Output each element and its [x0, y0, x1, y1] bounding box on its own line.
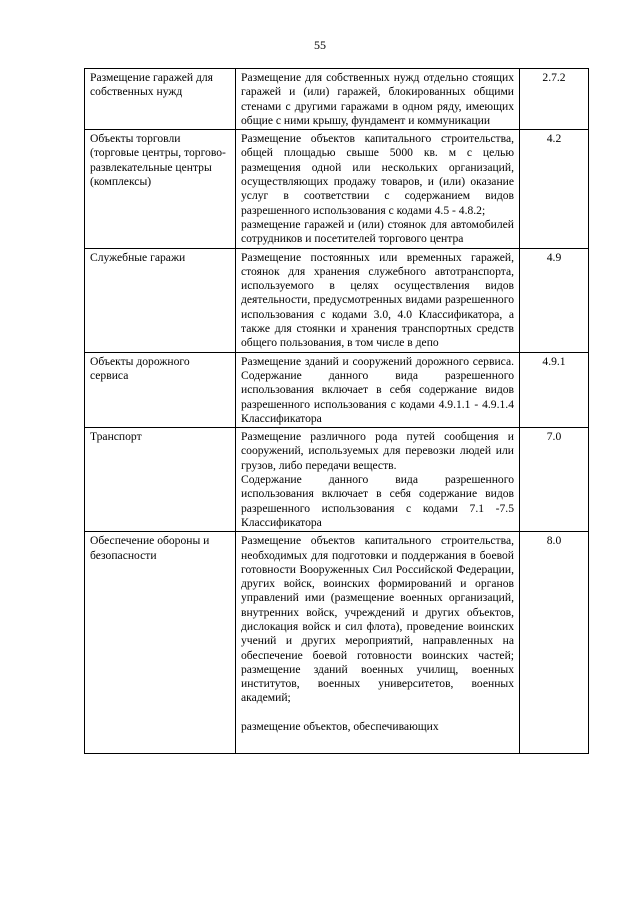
use-code: 4.9: [520, 248, 589, 352]
use-code: 4.9.1: [520, 352, 589, 427]
use-name: Транспорт: [85, 428, 236, 532]
paragraph-gap: [241, 706, 514, 720]
use-description: [236, 352, 520, 427]
use-code: 8.0: [520, 532, 589, 754]
table-row: [85, 130, 589, 248]
use-description: [236, 428, 520, 532]
use-name: Объекты торговли (торговые центры, торгово-развлекательные центры (комплексы): [85, 130, 236, 248]
use-code: 4.2: [520, 130, 589, 248]
page-number: 55: [314, 38, 326, 52]
table-row: [85, 428, 589, 532]
description-paragraph: размещение объектов, обеспечивающих: [241, 719, 439, 733]
use-code: 2.7.2: [520, 69, 589, 130]
use-description: [236, 69, 520, 130]
land-use-table: [84, 68, 589, 754]
description-paragraph: Содержание данного вида разрешенного использования включает в себя содержание видов разрешенного использования с кодами 7.1 -7.5 Классификатора: [241, 473, 514, 529]
description-paragraph: Размещение объектов капитального строительства, необходимых для подготовки и поддержания в боевой готовности Вооруженных Сил Российской Федерации, других войск, воинских формирований и органов управлений ими (размещение военных организаций, внутренних войск, учреждений и других объектов, дислокация войск и сил флота), проведение воинских учений и других мероприятий, направленных на обеспечение боевой готовности воинских частей; размещение зданий военных училищ, военных институтов, военных университетов, военных академий;: [241, 534, 514, 705]
use-name: Служебные гаражи: [85, 248, 236, 352]
use-description: [236, 130, 520, 248]
use-description: [236, 532, 520, 754]
use-description: [236, 248, 520, 352]
use-name: Обеспечение обороны и безопасности: [85, 532, 236, 754]
description-paragraph: Размещение различного рода путей сообщения и сооружений, используемых для перевозки людей или грузов, либо передачи веществ.: [241, 430, 514, 472]
use-name: Объекты дорожного сервиса: [85, 352, 236, 427]
description-paragraph: Размещение объектов капитального строительства, общей площадью свыше 5000 кв. м с целью размещения одной или нескольких организаций, осуществляющих продажу товаров, и (или) оказание услуг в соответствии с содержанием видов разрешенного использования с кодами 4.5 - 4.8.2;: [241, 132, 514, 217]
table-row: [85, 69, 589, 130]
description-paragraph: Размещение постоянных или временных гаражей, стоянок для хранения служебного автотранспорта, используемого в целях осуществления видов деятельности, предусмотренных видами разрешенного использования с кодами 3.0, 4.0 Классификатора, а также для стоянки и хранения транспортных средств общего пользования, в том числе в депо: [241, 250, 514, 350]
use-code: 7.0: [520, 428, 589, 532]
description-paragraph: Размещение зданий и сооружений дорожного сервиса. Содержание данного вида разрешенного использования включает в себя содержание видов разрешенного использования с кодами 4.9.1.1 - 4.9.1.4 Классификатора: [241, 354, 514, 425]
description-paragraph: Размещение для собственных нужд отдельно стоящих гаражей и (или) гаражей, блокированных общими стенами с другими гаражами в одном ряду, имеющих общие с ними крышу, фундамент и коммуникации: [241, 71, 514, 127]
description-paragraph: размещение гаражей и (или) стоянок для автомобилей сотрудников и посетителей торгового центра: [241, 217, 514, 246]
table-row: [85, 248, 589, 352]
use-name: Размещение гаражей для собственных нужд: [85, 69, 236, 130]
table-row: [85, 532, 589, 754]
table-row: [85, 352, 589, 427]
